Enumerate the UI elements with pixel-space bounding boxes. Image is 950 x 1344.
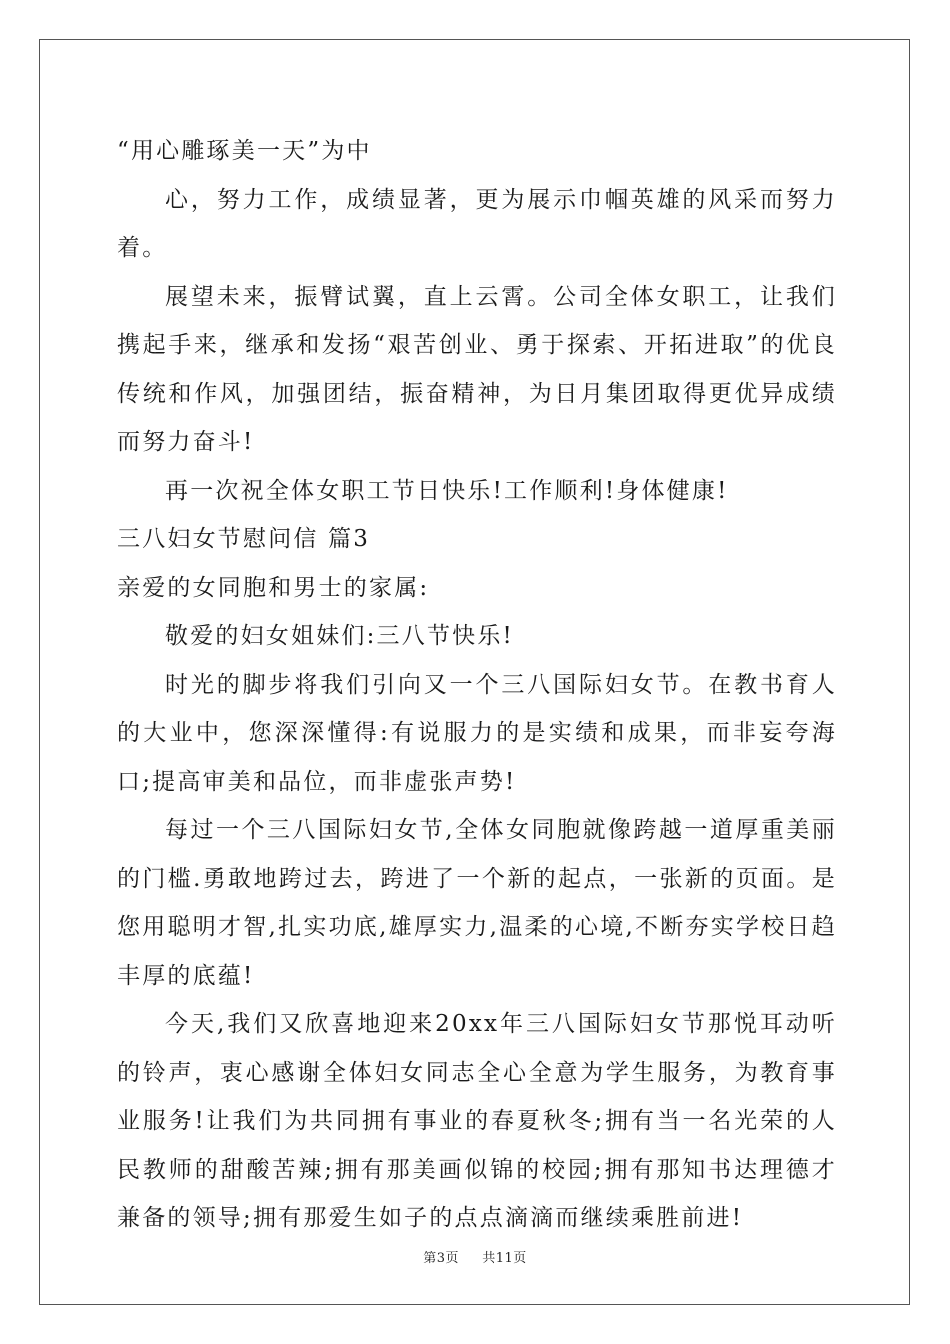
total-pages: 共11页 <box>482 1251 527 1266</box>
paragraph-2: 心，努力工作，成绩显著，更为展示巾帼英雄的风采而努力着。 <box>117 186 837 261</box>
paragraph-greeting: 敬爱的妇女姐妹们:三八节快乐! <box>165 623 514 649</box>
section-heading: 三八妇女节慰问信 篇3 <box>117 526 371 552</box>
paragraph-3: 展望未来，振臂试翼，直上云霄。公司全体女职工，让我们携起手来，继承和发扬“艰苦创业、勇于探索、开拓进取”的优良传统和作风，加强团结，振奋精神，为日月集团取得更优异成绩而努力奋斗! <box>117 283 837 455</box>
paragraph-7: 今天,我们又欣喜地迎来20xx年三八国际妇女节那悦耳动听的铃声，衷心感谢全体妇女同志全心全意为学生服务，为教育事业服务!让我们为共同拥有事业的春夏秋冬;拥有当一名光荣的人民教师的甜酸苦辣;拥有那美画似锦的校园;拥有那知书达理德才兼备的领导;拥有那爱生如子的点点滴滴而继续乘胜前进! <box>117 1011 837 1231</box>
page-number: 第3页 <box>423 1251 459 1266</box>
paragraph-5: 时光的脚步将我们引向又一个三八国际妇女节。在教书育人的大业中，您深深懂得:有说服力的是实绩和成果，而非妄夸海口;提高审美和品位，而非虚张声势! <box>117 671 837 795</box>
paragraph-4: 再一次祝全体女职工节日快乐!工作顺利!身体健康! <box>165 477 729 504</box>
page-footer <box>0 1247 950 1266</box>
paragraph-1: “用心雕琢美一天”为中 <box>117 138 372 164</box>
salutation: 亲爱的女同胞和男士的家属: <box>117 574 430 601</box>
paragraph-6: 每过一个三八国际妇女节,全体女同胞就像跨越一道厚重美丽的门槛.勇敢地跨过去，跨进了一个新的起点，一张新的页面。是您用聪明才智,扎实功底,雄厚实力,温柔的心境,不断夯实学校日趋丰厚的底蕴! <box>117 817 837 989</box>
document-body <box>117 127 837 1243</box>
